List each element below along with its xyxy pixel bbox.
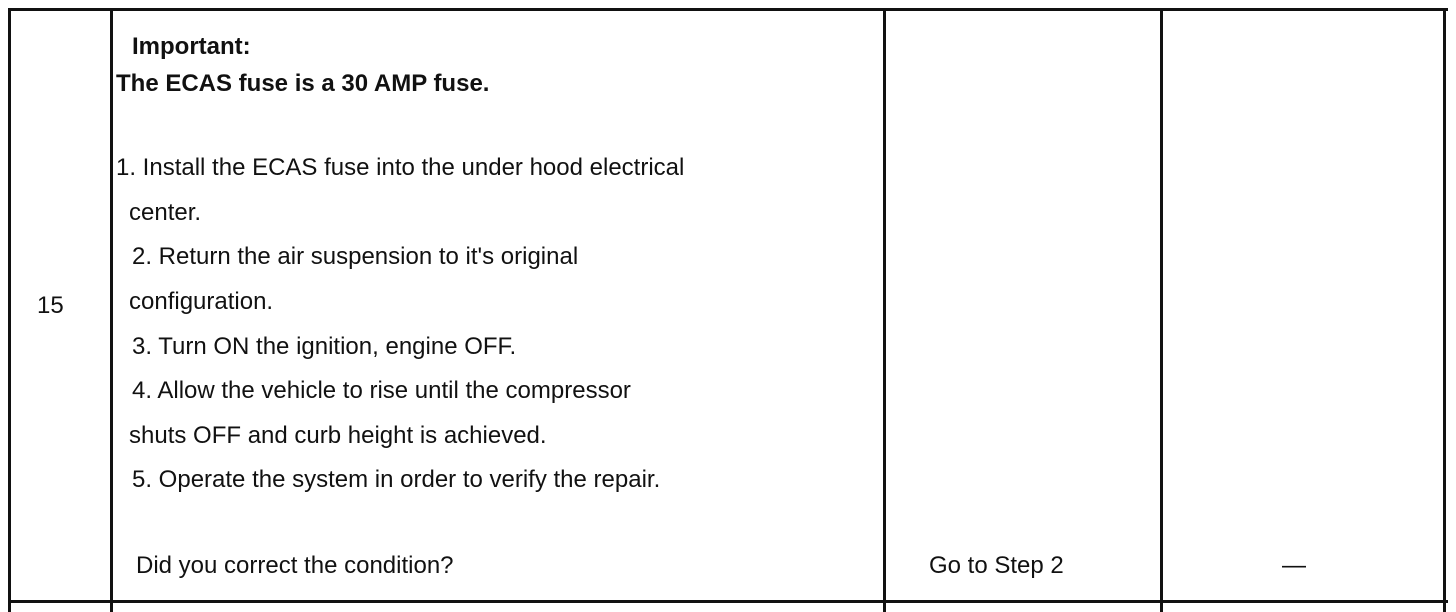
instruction-line: 5. Operate the system in order to verify the repair. — [132, 466, 661, 493]
instruction-line: shuts OFF and curb height is achieved. — [129, 422, 547, 449]
table-left-border — [8, 8, 11, 612]
yes-action: Go to Step 2 — [929, 552, 1064, 579]
instruction-line: 1. Install the ECAS fuse into the under hood electrical — [116, 154, 685, 181]
step-number: 15 — [37, 292, 64, 319]
instruction-line: 4. Allow the vehicle to rise until the compressor — [132, 377, 631, 404]
important-note: The ECAS fuse is a 30 AMP fuse. — [116, 70, 490, 97]
column-divider-1 — [110, 8, 113, 612]
important-label: Important: — [132, 33, 251, 60]
instruction-line: center. — [129, 199, 202, 226]
column-divider-2 — [883, 8, 886, 612]
question-text: Did you correct the condition? — [136, 552, 454, 579]
instruction-line: 2. Return the air suspension to it's original — [132, 243, 579, 270]
table-bottom-border — [8, 600, 1448, 603]
no-action: — — [1282, 552, 1306, 579]
instruction-line: 3. Turn ON the ignition, engine OFF. — [132, 333, 517, 360]
table-top-border — [8, 8, 1448, 11]
column-divider-3 — [1160, 8, 1163, 612]
instruction-line: configuration. — [129, 288, 274, 315]
table-right-border — [1443, 8, 1446, 612]
